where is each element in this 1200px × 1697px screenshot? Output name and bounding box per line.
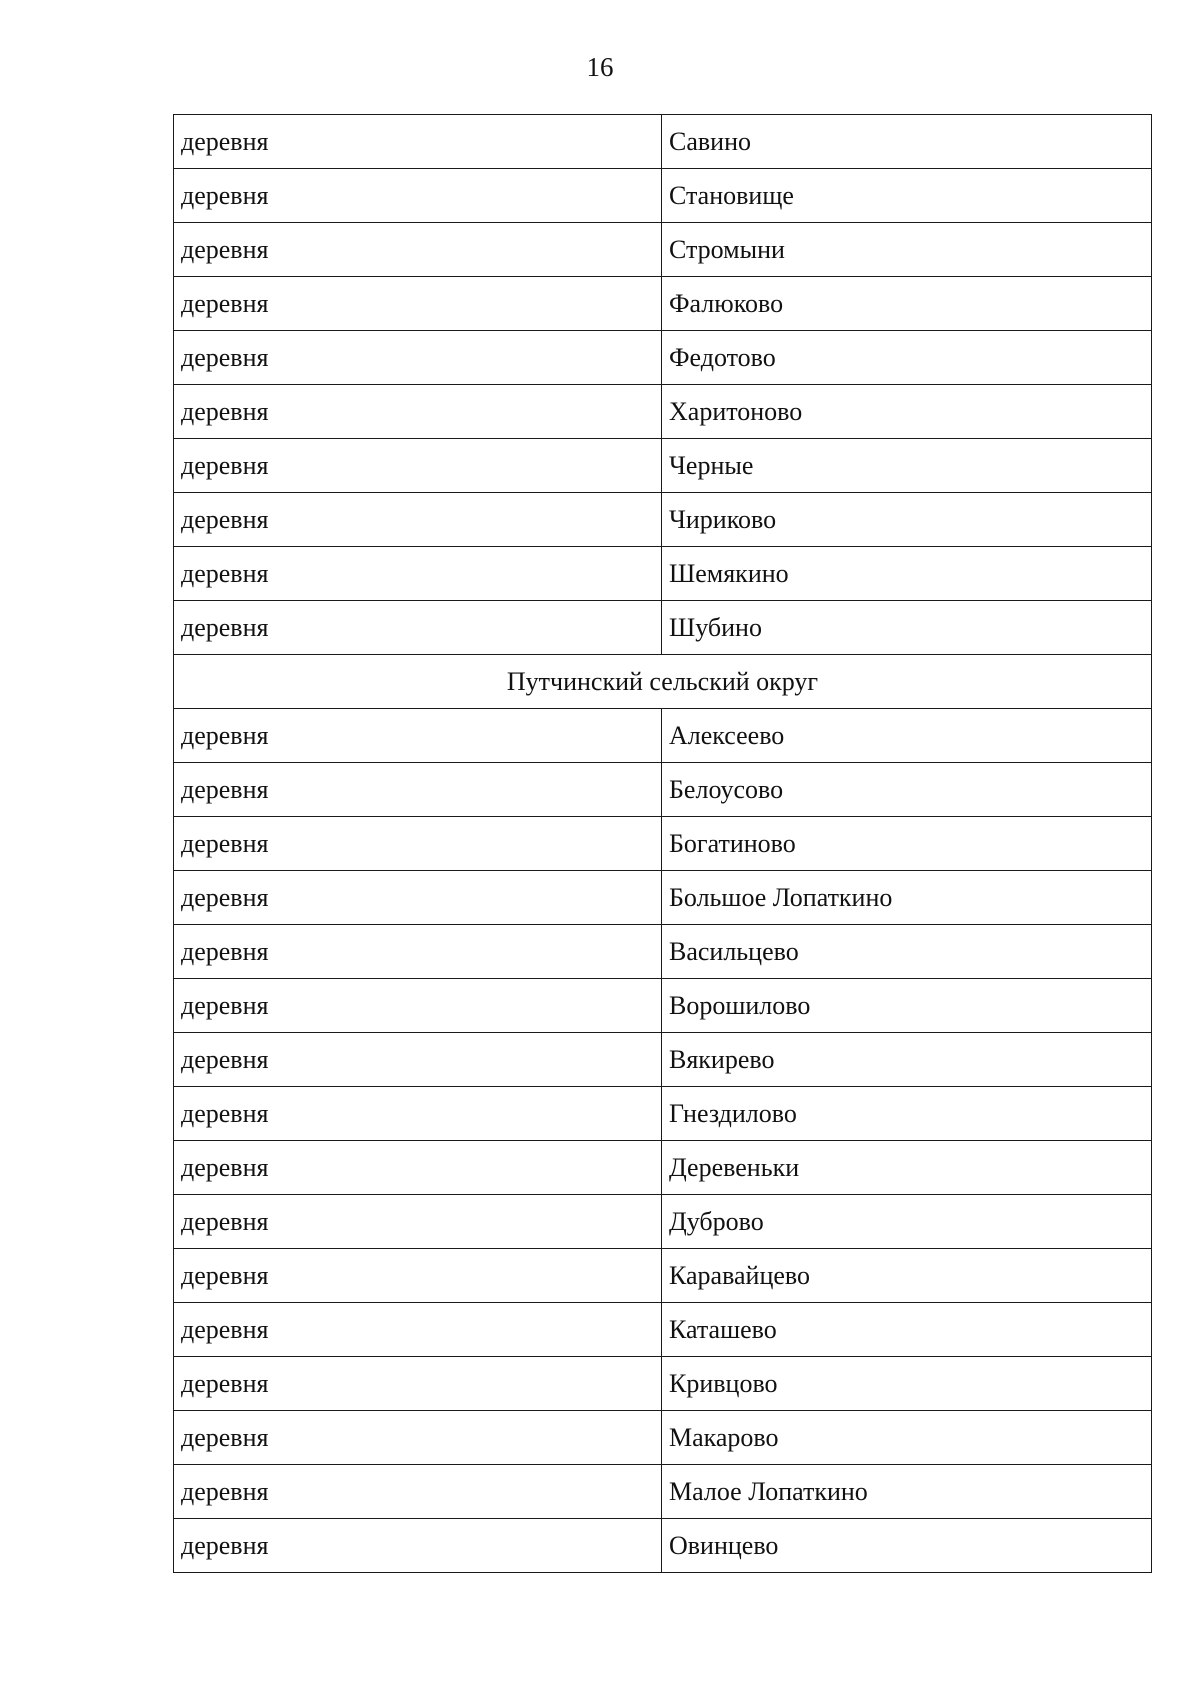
settlement-type-cell: деревня <box>174 331 662 385</box>
settlement-type-cell: деревня <box>174 1141 662 1195</box>
settlement-name-cell: Дуброво <box>662 1195 1152 1249</box>
settlement-name-cell: Фалюково <box>662 277 1152 331</box>
settlement-name-cell: Кривцово <box>662 1357 1152 1411</box>
table-row <box>174 385 1152 439</box>
settlement-name-cell: Стромыни <box>662 223 1152 277</box>
settlement-type-cell: деревня <box>174 1249 662 1303</box>
settlement-type-cell: деревня <box>174 1033 662 1087</box>
settlement-type-cell: деревня <box>174 115 662 169</box>
settlement-type-cell: деревня <box>174 709 662 763</box>
table-row <box>174 601 1152 655</box>
table-row <box>174 115 1152 169</box>
settlement-type-cell: деревня <box>174 493 662 547</box>
table-row <box>174 1141 1152 1195</box>
settlement-name-cell: Васильцево <box>662 925 1152 979</box>
settlement-name-cell: Ворошилово <box>662 979 1152 1033</box>
table-row <box>174 1033 1152 1087</box>
table-row <box>174 1411 1152 1465</box>
settlement-type-cell: деревня <box>174 1195 662 1249</box>
table-row <box>174 1465 1152 1519</box>
settlement-name-cell: Шемякино <box>662 547 1152 601</box>
table-row <box>174 1087 1152 1141</box>
settlement-name-cell: Гнездилово <box>662 1087 1152 1141</box>
settlement-type-cell: деревня <box>174 763 662 817</box>
settlement-type-cell: деревня <box>174 1519 662 1573</box>
settlement-name-cell: Федотово <box>662 331 1152 385</box>
settlement-name-cell: Макарово <box>662 1411 1152 1465</box>
settlement-name-cell: Чириково <box>662 493 1152 547</box>
settlement-name-cell: Черные <box>662 439 1152 493</box>
table-row <box>174 1519 1152 1573</box>
settlement-name-cell: Богатиново <box>662 817 1152 871</box>
settlement-name-cell: Савино <box>662 115 1152 169</box>
table-row <box>174 763 1152 817</box>
table-row <box>174 493 1152 547</box>
settlement-name-cell: Становище <box>662 169 1152 223</box>
table-row <box>174 709 1152 763</box>
table-row <box>174 169 1152 223</box>
settlement-type-cell: деревня <box>174 439 662 493</box>
settlement-name-cell: Шубино <box>662 601 1152 655</box>
settlement-name-cell: Большое Лопаткино <box>662 871 1152 925</box>
settlement-type-cell: деревня <box>174 169 662 223</box>
settlements-table <box>173 114 1152 1573</box>
settlement-type-cell: деревня <box>174 601 662 655</box>
settlement-type-cell: деревня <box>174 547 662 601</box>
settlement-type-cell: деревня <box>174 871 662 925</box>
settlement-type-cell: деревня <box>174 817 662 871</box>
settlement-name-cell: Каравайцево <box>662 1249 1152 1303</box>
settlement-name-cell: Малое Лопаткино <box>662 1465 1152 1519</box>
settlement-name-cell: Вякирево <box>662 1033 1152 1087</box>
table-row <box>174 1249 1152 1303</box>
table-row <box>174 871 1152 925</box>
table-row <box>174 1357 1152 1411</box>
settlement-name-cell: Овинцево <box>662 1519 1152 1573</box>
table-row <box>174 1195 1152 1249</box>
settlement-name-cell: Алексеево <box>662 709 1152 763</box>
settlement-type-cell: деревня <box>174 1303 662 1357</box>
settlement-type-cell: деревня <box>174 925 662 979</box>
settlement-name-cell: Харитоново <box>662 385 1152 439</box>
table-row <box>174 925 1152 979</box>
settlement-type-cell: деревня <box>174 1411 662 1465</box>
table-row <box>174 331 1152 385</box>
settlement-type-cell: деревня <box>174 979 662 1033</box>
section-title: Путчинский сельский округ <box>174 655 1152 709</box>
table-row <box>174 223 1152 277</box>
page-number: 16 <box>586 52 614 82</box>
table-row <box>174 277 1152 331</box>
settlement-type-cell: деревня <box>174 223 662 277</box>
settlements-table-body <box>174 115 1152 1573</box>
section-header-row <box>174 655 1152 709</box>
settlement-type-cell: деревня <box>174 1357 662 1411</box>
settlement-type-cell: деревня <box>174 385 662 439</box>
settlement-type-cell: деревня <box>174 277 662 331</box>
table-row <box>174 817 1152 871</box>
table-row <box>174 1303 1152 1357</box>
settlement-name-cell: Белоусово <box>662 763 1152 817</box>
settlement-type-cell: деревня <box>174 1465 662 1519</box>
table-row <box>174 439 1152 493</box>
table-row <box>174 547 1152 601</box>
table-row <box>174 979 1152 1033</box>
settlement-name-cell: Каташево <box>662 1303 1152 1357</box>
settlement-type-cell: деревня <box>174 1087 662 1141</box>
settlement-name-cell: Деревеньки <box>662 1141 1152 1195</box>
